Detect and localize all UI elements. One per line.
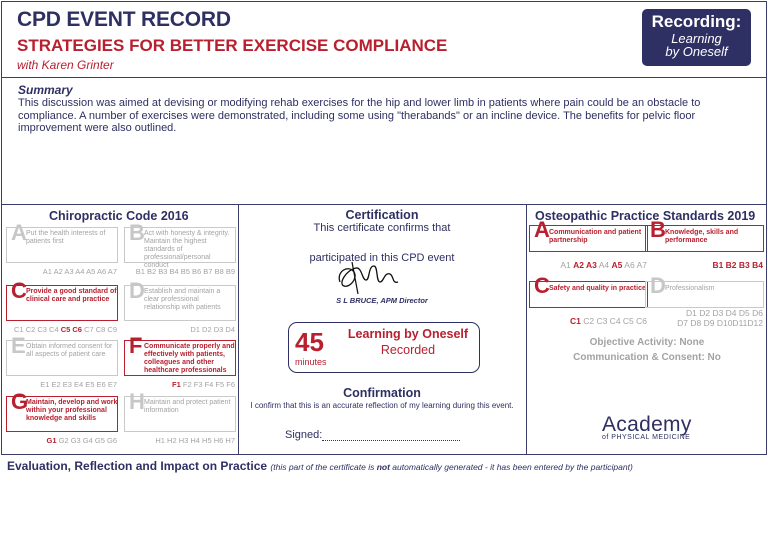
standard-box [6, 220, 118, 263]
standard-desc: Knowledge, skills and performance [665, 229, 739, 244]
evaluation-heading: Evaluation, Reflection and Impact on Practice (this part of the certificate is not automatically generated - it has been entered by the participant) [7, 459, 633, 473]
standard-letter: C [534, 273, 550, 298]
standard-box [6, 278, 118, 321]
standard-box [124, 278, 236, 321]
standard-codes: D1 D2 D3 D4 D5 D6 [685, 308, 763, 318]
standard-letter: A [11, 220, 27, 245]
osteo-cell-d [645, 273, 764, 339]
standard-desc: Establish and maintain a clear professional relationship with patients [144, 288, 221, 311]
chiro-cell-f [121, 333, 238, 395]
academy-logo [602, 413, 712, 441]
standard-codes: C1 C2 C3 C4 C5 C6 C7 C8 C9 [14, 325, 117, 334]
minutes-value: 45 [295, 327, 324, 357]
standard-codes: G1 G2 G3 G4 G5 G6 [46, 436, 117, 445]
summary-text: This discussion was aimed at devising or modifying rehab exercises for the hip and lower limb in patients where pain could be an obstacle to compliance. A number of exercises were demonstrated, including some using "therabands" or an incline device. The benefits for pelvic floor improvement were also outlined. [18, 97, 701, 134]
divider [1, 77, 767, 78]
signed-label: Signed: [285, 429, 323, 441]
director-name: S L BRUCE, APM Director [336, 296, 428, 305]
badge-label: Recording: [651, 12, 742, 31]
confirmation-heading: Confirmation [343, 386, 421, 400]
director-signature [332, 258, 402, 296]
standard-codes: E1 E2 E3 E4 E5 E6 E7 [40, 380, 117, 389]
chiro-cell-h [121, 389, 238, 451]
chiro-cell-g [3, 389, 120, 451]
standard-desc: Put the health interests of patients first [26, 230, 106, 245]
chiro-cell-e [3, 333, 120, 395]
standard-box [6, 333, 118, 376]
record-title: CPD EVENT RECORD [17, 8, 231, 31]
event-title: STRATEGIES FOR BETTER EXERCISE COMPLIANCE [17, 36, 448, 55]
standard-box [6, 389, 118, 432]
logo-subtitle: of PHYSICAL MEDICINE [602, 434, 691, 441]
learning-box [288, 322, 480, 373]
standard-codes: B1 B2 B3 B4 B5 B6 B7 B8 B9 [135, 267, 235, 276]
standard-codes: C1 C2 C3 C4 C5 C6 [569, 316, 647, 326]
chiro-cell-d [121, 278, 238, 340]
standard-box [124, 389, 236, 432]
standard-box [124, 220, 236, 269]
standard-box [124, 333, 236, 376]
standard-codes: D7 D8 D9 D10D11D12 [677, 318, 763, 328]
standard-letter: D [129, 278, 145, 303]
standard-letter: A [534, 217, 550, 242]
standard-desc: Communicate properly and effectively with patients, colleagues and other healthcare professionals [144, 343, 235, 374]
standard-letter: B [650, 217, 666, 242]
divider [526, 204, 527, 455]
chiro-heading: Chiropractic Code 2016 [49, 209, 189, 223]
standard-codes: H1 H2 H3 H4 H5 H6 H7 [155, 436, 235, 445]
standard-codes: A1 A2 A3 A4 A5 A6 A7 [42, 267, 117, 276]
osteo-heading: Osteopathic Practice Standards 2019 [535, 209, 756, 223]
objective-activity: Objective Activity: None [589, 337, 705, 348]
presenter-name: with Karen Grinter [17, 58, 114, 72]
standard-codes: A1 A2 A3 A4 A5 A6 A7 [560, 260, 647, 270]
standard-desc: Safety and quality in practice [549, 285, 646, 292]
signature-line [322, 440, 460, 441]
certification-heading: Certification [345, 208, 419, 222]
standard-desc: Maintain, develop and work within your professional knowledge and skills [26, 399, 118, 422]
standard-desc: Communication and patient partnership [549, 229, 642, 244]
osteo-cell-c [529, 273, 648, 339]
badge-line: Learning [671, 31, 722, 46]
standard-box [645, 273, 764, 308]
learning-status: Recorded [380, 343, 436, 357]
logo-word: Academy [602, 413, 692, 436]
standard-codes: D1 D2 D3 D4 [190, 325, 235, 334]
standard-box [645, 217, 764, 252]
standard-desc: Maintain and protect patient information [144, 399, 231, 414]
standard-desc: Professionalism [665, 285, 715, 292]
standard-letter: D [650, 273, 666, 298]
confirmation-text: I confirm that this is an accurate reflection of my learning during this event. [250, 401, 514, 410]
standard-desc: Act with honesty & integrity. Maintain the highest standards of professional/personal conduct [144, 230, 230, 269]
standard-desc: Obtain informed consent for all aspects of patient care [26, 343, 113, 358]
standard-box [529, 273, 648, 308]
badge-line: by Oneself [665, 44, 728, 59]
standard-letter: H [129, 389, 145, 414]
standard-codes: F1 F2 F3 F4 F5 F6 [172, 380, 235, 389]
standard-letter: G [11, 389, 29, 414]
recording-badge [642, 9, 751, 66]
learning-type: Learning by Oneself [347, 327, 469, 341]
standard-letter: E [11, 333, 26, 358]
certification-text: participated in this CPD event [309, 252, 455, 264]
chiro-cell-b [121, 220, 238, 282]
divider [1, 204, 767, 205]
standard-letter: C [11, 278, 27, 303]
standard-box [529, 217, 648, 252]
evaluation-note: (this part of the certificate is not automatically generated - it has been entered by the participant) [270, 462, 633, 472]
standard-letter: B [129, 220, 145, 245]
communication-consent: Communication & Consent: No [573, 352, 721, 363]
divider [238, 204, 239, 455]
standard-desc: Provide a good standard of clinical care and practice [26, 288, 117, 303]
standard-letter: F [129, 333, 143, 358]
summary-heading: Summary [18, 83, 73, 97]
certification-text: This certificate confirms that [313, 222, 451, 234]
chiro-cell-c [3, 278, 120, 340]
minutes-label: minutes [295, 357, 327, 367]
chiro-cell-a [3, 220, 120, 282]
standard-codes: B1 B2 B3 B4 [712, 260, 763, 270]
